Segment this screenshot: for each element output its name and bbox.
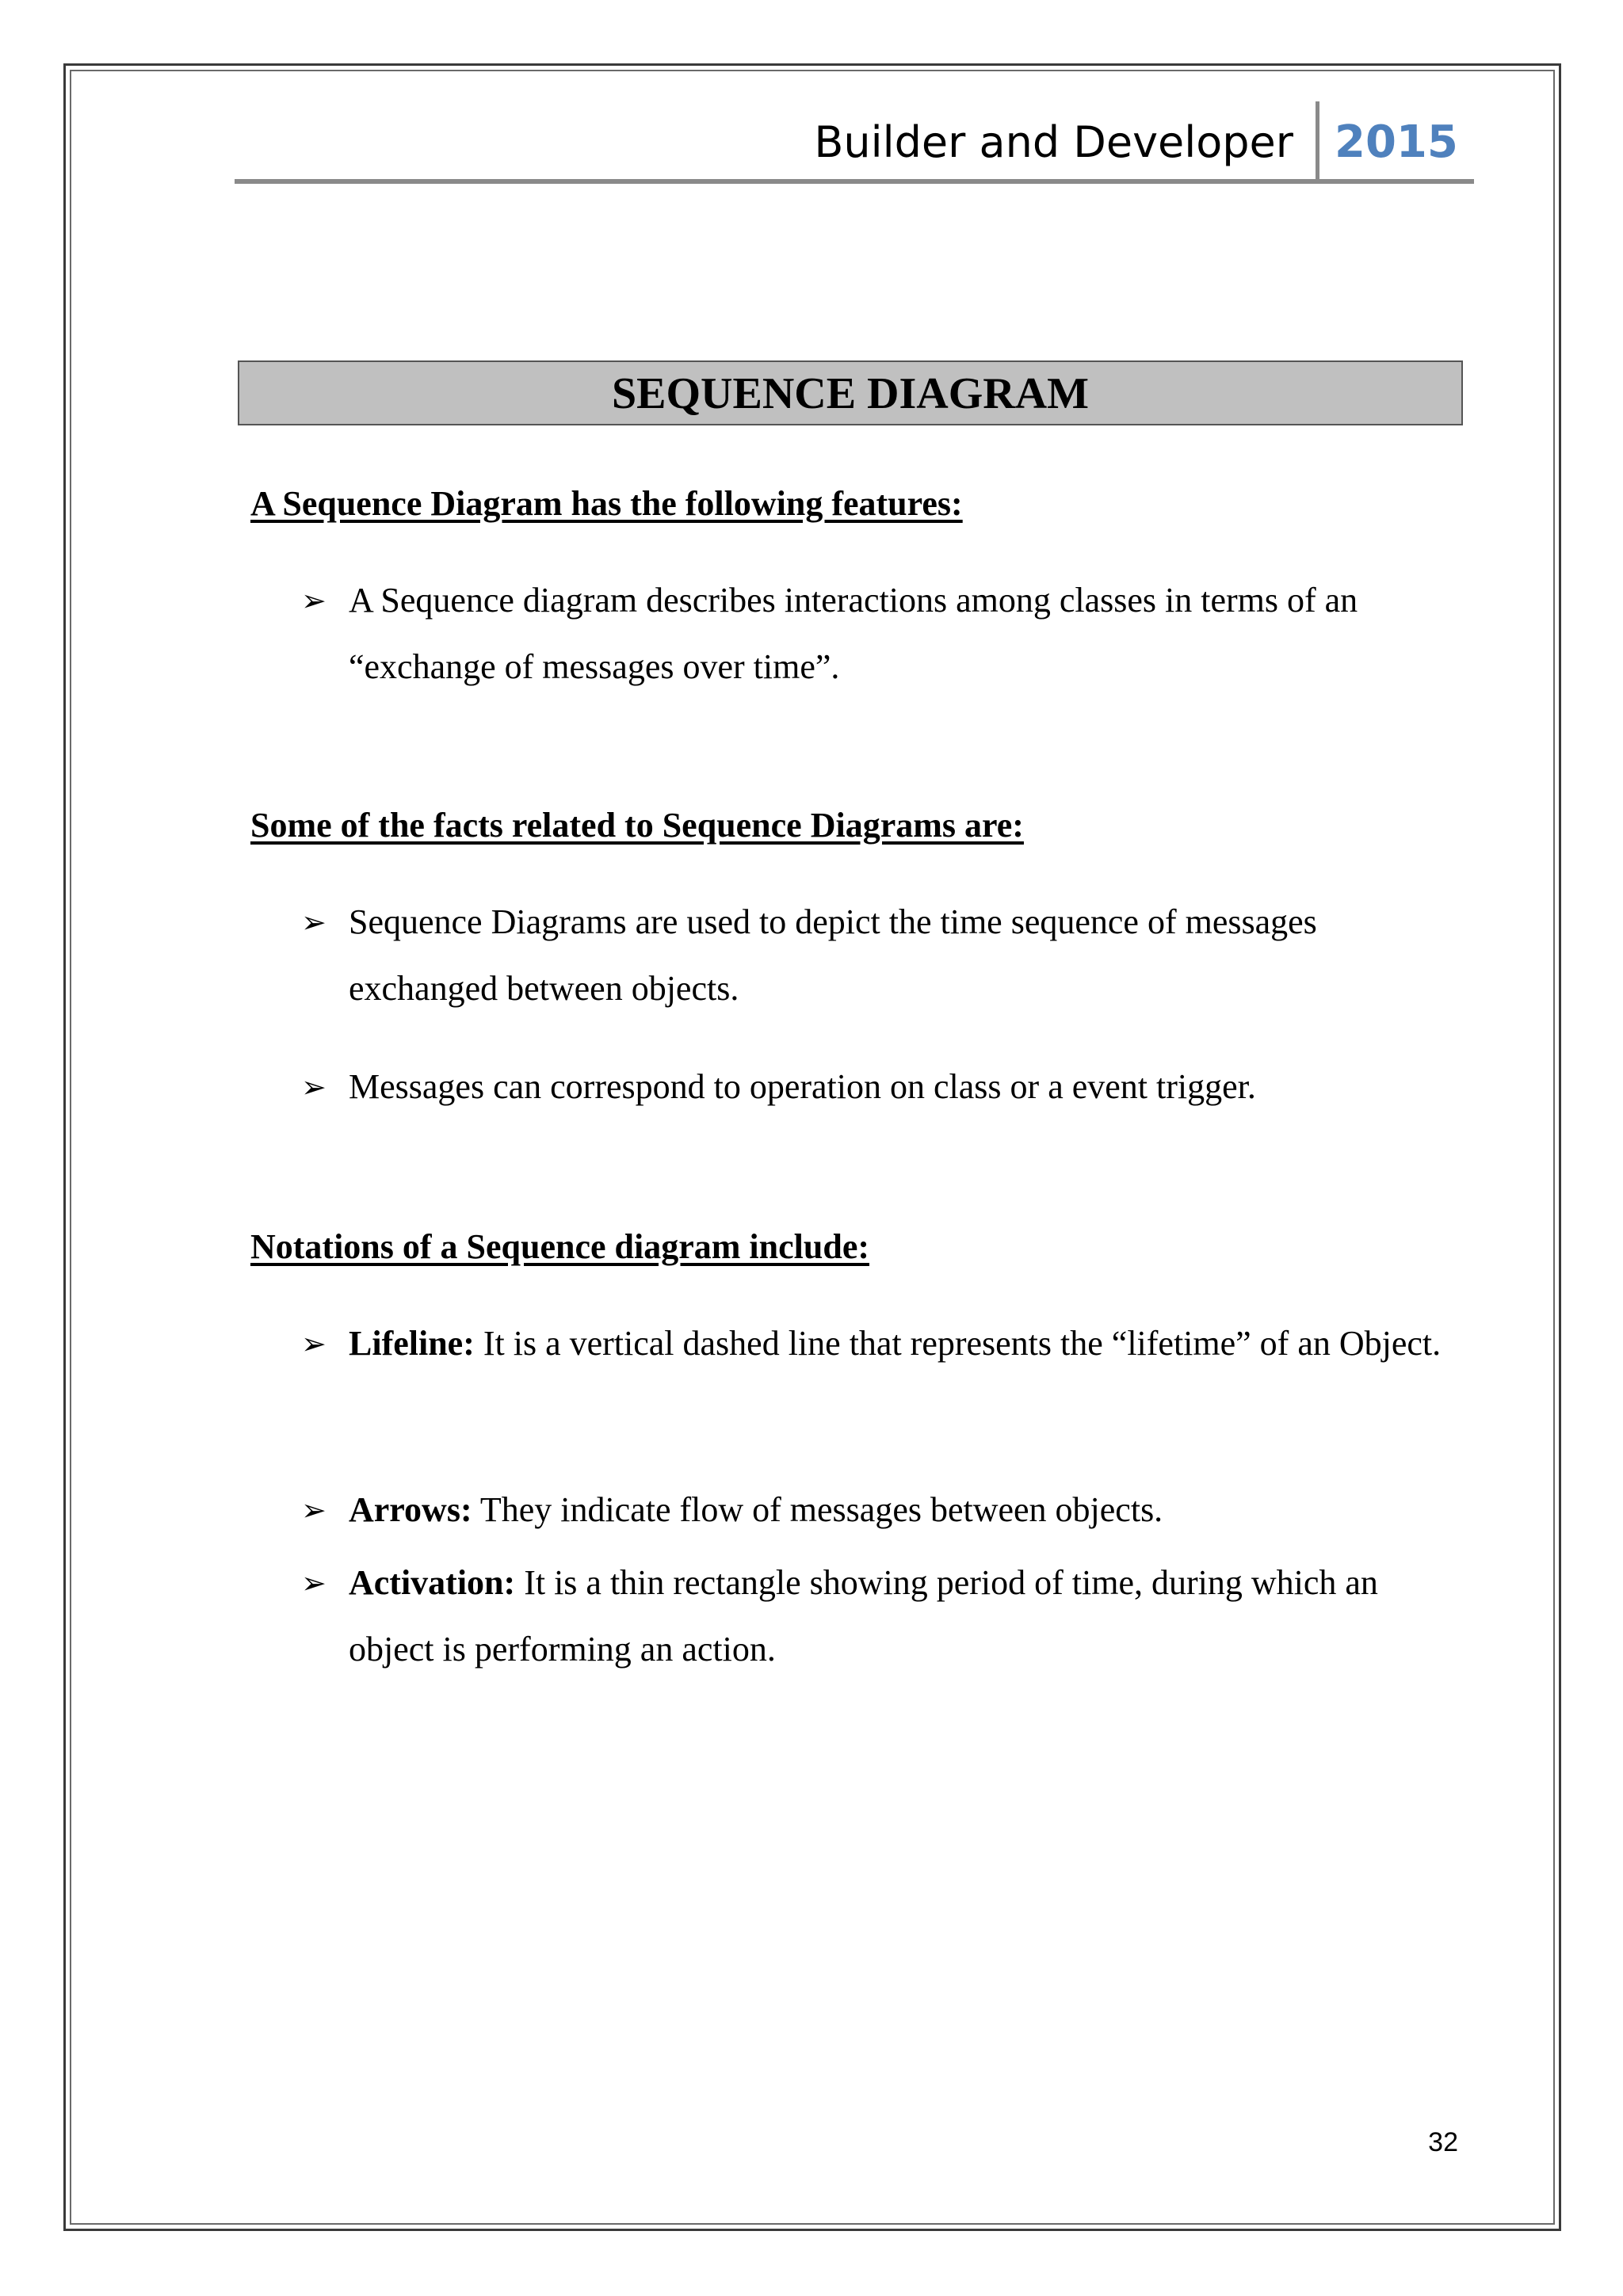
features-heading: A Sequence Diagram has the following features: bbox=[250, 484, 963, 523]
list-item bbox=[301, 1550, 1474, 1683]
page-number: 32 bbox=[1428, 2127, 1458, 2157]
arrow-bullet-icon: ➢ bbox=[301, 1566, 327, 1600]
header-divider bbox=[1316, 101, 1319, 181]
facts-heading: Some of the facts related to Sequence Diagrams are: bbox=[250, 806, 1024, 845]
arrow-bullet-icon: ➢ bbox=[301, 1493, 327, 1527]
list-item bbox=[301, 889, 1474, 1022]
list-item bbox=[301, 1310, 1474, 1377]
bullet-text bbox=[349, 1477, 1458, 1543]
header-year: 2015 bbox=[1335, 116, 1458, 168]
arrow-bullet-icon: ➢ bbox=[301, 583, 327, 618]
list-item bbox=[301, 1477, 1474, 1543]
list-item bbox=[301, 1054, 1474, 1120]
bullet-term: Arrows: bbox=[349, 1490, 472, 1529]
bullet-term: Lifeline: bbox=[349, 1324, 475, 1363]
bullet-text bbox=[349, 1310, 1458, 1377]
header-title: Builder and Developer bbox=[814, 117, 1293, 167]
bullet-description: It is a thin rectangle showing period of time, during which an object is performing an action. bbox=[349, 1563, 1378, 1669]
arrow-bullet-icon: ➢ bbox=[301, 1070, 327, 1104]
bullet-description: They indicate flow of messages between objects. bbox=[479, 1490, 1163, 1529]
list-item bbox=[301, 567, 1474, 700]
bullet-description: It is a vertical dashed line that represents the “lifetime” of an Object. bbox=[483, 1324, 1442, 1363]
bullet-term: Activation: bbox=[349, 1563, 516, 1602]
header-rule bbox=[235, 179, 1474, 184]
bullet-text: Sequence Diagrams are used to depict the time sequence of messages exchanged between objects. bbox=[349, 902, 1317, 1008]
arrow-bullet-icon: ➢ bbox=[301, 905, 327, 940]
bullet-text: Messages can correspond to operation on class or a event trigger. bbox=[349, 1067, 1256, 1106]
section-banner: SEQUENCE DIAGRAM bbox=[238, 360, 1463, 425]
notations-heading: Notations of a Sequence diagram include: bbox=[250, 1227, 869, 1266]
bullet-text: A Sequence diagram describes interactions among classes in terms of an “exchange of messages over time”. bbox=[349, 581, 1358, 686]
arrow-bullet-icon: ➢ bbox=[301, 1326, 327, 1361]
bullet-text bbox=[349, 1550, 1458, 1683]
